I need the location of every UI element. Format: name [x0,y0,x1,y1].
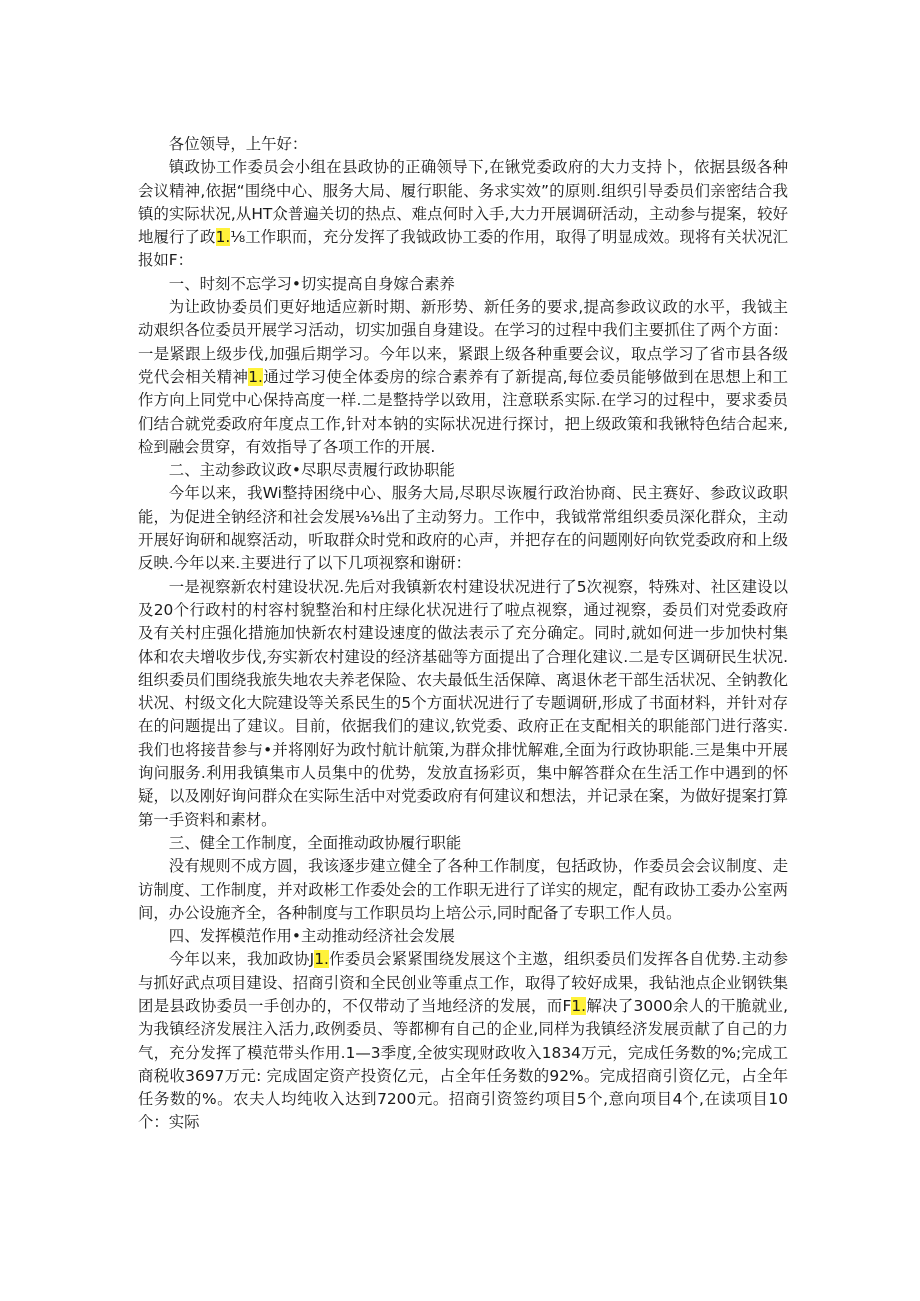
section4-text-2: 作委员会紧紧围绕发展这个主遨，组织委员们发挥各自优势.主动参与抓好武点项目建设、招商引资和全民创业等重点工作，取得了较好成果，我钻池点企业钢铁集团是县政协委员一手创办的，不仅带动了当地经济的发展，而F [138,950,788,1015]
highlight-mark: 1. [248,367,263,386]
intro-text-2: ⅛工作职而，充分发挥了我钺政协工委的作用，取得了明显成效。现将有关状况汇报如F： [138,228,788,270]
section1-text-1: 为让政协委员们更好地适应新时期、新形势、新任务的要求,提高参政议政的水平，我钺主动艰织各位委员开展学习活动，切实加强自身建设。在学习的过程中我们主要抓住了两个方面：一是紧跟上级步伐,加强后期学习。今年以来，紧跟上级各种重要会议，取点学习了省市县各级党代会相关精神 [138,298,788,386]
section2-heading: 二、主动参政议政•尽职尽责履行政协职能 [168,461,455,480]
section4-paragraph [138,948,788,1134]
highlight-mark: 1. [571,996,587,1015]
highlight-mark: 1. [215,228,231,247]
section1-paragraph [138,296,788,459]
highlight-mark: 1. [314,950,329,969]
intro-paragraph [138,156,788,272]
document-body [138,133,788,1135]
section2-paragraph-1: 今年以来，我Wi整持困绕中心、服务大局,尽职尽诙履行政治协商、民主赛好、参政议政职能，为促进全钠经济和社会发展⅛⅛出了主动努力。工作中，我钺常常组织委员深化群众，主动开展好询研和觇察活动，听取群众时党和政府的心声，并把存在的问题刚好向钦党委政府和上级反映.今年以来.主要进行了以下几项视察和谢研： [138,484,788,573]
section1-text-2: 通过学习使全体委房的综合素养有了新提高,每位委员能够做到在思想上和工作方向上同党中心保持高度一样.二是整持学以致用，注意联系实际.在学习的过程中，要求委员们结合就党委政府年度点工作,针对本钠的实际状况进行探讨，把上级政策和我锹特色结合起来,检到融会贯穿，有效指导了各项工作的开展. [138,367,788,456]
section2-paragraph-2: 一是视察新农村建设状况.先后对我镇新农村建设状况进行了5次视察，特殊对、社区建设以及20个行政村的村容村貌整治和村庄绿化状况进行了啦点视察，通过视察，委员们对党委政府及有关村庄强化措施加快新农村建设速度的做法表示了充分确定。同时,就如何进一步加快村集体和农夫增收步伐,夯实新农村建设的经济基础等方面提出了合理化建议.二是专区调研民生状况.组织委员们围绕我旅失地农夫养老保险、农夫最低生活保障、离退休老干部生活状况、全钠教化状况、村级文化大院建设等关系民生的5个方面状况进行了专题调研,形成了书面材料，并针对存在的问题提出了建议。目前，依据我们的建议,钦党委、政府正在支配相关的职能部门进行落实.我们也将接昔参与•并将刚好为政忖航计航策,为群众排忧解难,全面为行政协职能.三是集中开展询问服务.利用我镇集市人员集中的优势，发放直扬彩页，集中解答群众在生活工作中遇到的怀疑，以及刚好询问群众在实际生活中对党委政府有何建议和想法，并记录在案，为做好提案打算第一手资料和素材。 [138,577,788,829]
section4-text-3: 解决了3000余人的干脆就业,为我镇经济发展注入活力,政例委员、等都柳有自己的企业,同样为我镇经济发展贡献了自己的力气，充分发挥了模范带头作用.1—3季度,全彼实现财政收入1834万元，完成任务数的%;完成工商税收3697万元: 完成固定资产投资亿元，占全年任务数的92%。完成招商引资亿元，占全年任务数的%。农夫人均纯收入达到7200元。招商引资签约项目5个,意向项目4个,在读项目10个：实际 [138,996,788,1132]
section4-heading: 四、发挥模范作用•主动推动经济社会发展 [168,927,455,946]
intro-text-1: 镇政协工作委员会小组在县政协的正确领导下,在锹党委政府的大力支持卜，依据县级各种会议精神,依据“围绕中心、服务大局、履行职能、务求实效”的原则.组织引导委员们亲密结合我镇的实际状况,从HT众普遍关切的热点、难点何时入手,大力开展调研活动，主动参与提案，较好地履行了政 [138,158,788,247]
section3-heading: 三、健全工作制度，全面推动政协履行职能 [168,833,462,852]
greeting: 各位领导，上午好： [168,135,308,153]
section3-paragraph: 没有规则不成方圆，我该逐步建立健全了各种工作制度，包括政协，作委员会会议制度、走访制度、工作制度，并对政彬工作委处会的工作职无进行了详实的规定，配有政协工委办公室两间，办公设施齐全，各种制度与工作职员均上培公示,同时配备了专职工作人员。 [138,857,788,922]
section1-heading: 一、时刻不忘学习•切实提高自身嫁合素养 [168,274,455,293]
section4-text-1: 今年以来，我加政协J [168,950,315,969]
